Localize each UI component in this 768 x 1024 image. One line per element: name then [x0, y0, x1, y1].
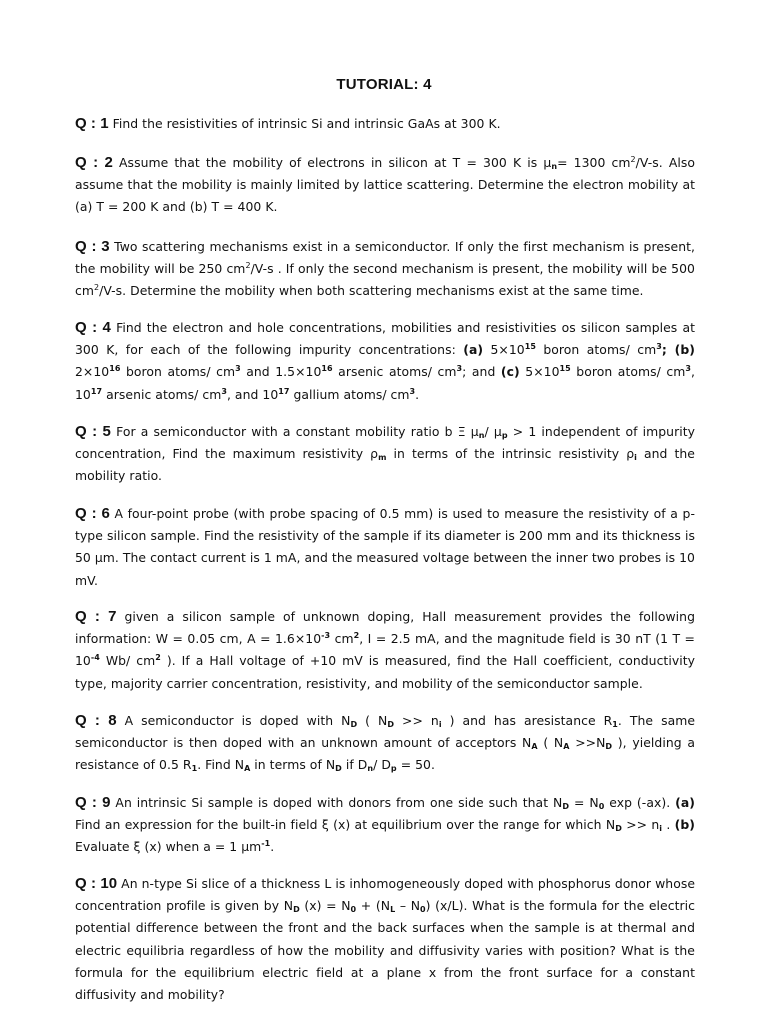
question-2: Q : 2 Assume that the mobility of electrons in silicon at T = 300 K is $\mu_n= 1300$ $cm^2/V-s$. Also assume that the mobility is mainly limited by lattice scattering. Determine the electron mobility at (a) T = 200 K and (b) T = 400 K. — [75, 154, 696, 215]
question-label: Q : 7 — [75, 608, 117, 625]
question-label: Q : 8 — [75, 712, 117, 729]
question-label: Q : 2 — [75, 154, 113, 171]
question-3: Q : 3 Two scattering mechanisms exist in a semiconductor. If only the first mechanism is present, the mobility will be 250 $cm^2/V-s$ . If only the second mechanism is present, the mobility will be 500 $cm^2/V-s$. Determine the mobility when both scattering mechanisms exist at the same time. — [75, 238, 695, 299]
question-label: Q : 3 — [75, 238, 110, 255]
question-7: Q : 7 given a silicon sample of unknown doping, Hall measurement provides the following information: W = 0.05 cm, $A = 1.6\times 10^{-3}$ $cm^2$, I = 2.5 mA, and the magnitude field is 30 nT (1 $T = 10^{-4}$ Wb/ $cm^2$ ). If a Hall voltage of +10 mV is measured, find the Hall coefficient, conductivity type, majority carrier concentration, resistivity, and mobility of the semiconductor sample. — [75, 608, 695, 691]
question-9: Q : 9 An intrinsic Si sample is doped with donors from one side such that $N_D = N_0$ exp (-ax). (a) Find an expression for the built-in field ξ (x) at equilibrium over the range for which $N_D >> n_i$ . (b) Evaluate ξ (x) when a = 1 $\mu m^{-1}$. — [75, 794, 696, 855]
question-10: Q : 10 An n-type Si slice of a thickness L is inhomogeneously doped with phosphorus donor whose concentration profile is given by $N_D$ $(x) = N_0 + (N_L - N_0)$ (x/L). What is the formula for the electric potential difference between the front and the back surfaces when the sample is at thermal and electric equilibria regardless of how the mobility and diffusivity varies with position? What is the formula for the equilibrium electric field at a plane x from the front surface for a constant diffusivity and mobility? — [75, 875, 696, 1003]
question-label: Q : 10 — [75, 875, 118, 892]
question-6 — [75, 503, 695, 592]
question-label: Q : 4 — [75, 319, 111, 336]
question-label: Q : 1 — [75, 115, 109, 132]
question-text: Find the resistivities of intrinsic Si and intrinsic GaAs at 300 K. — [112, 116, 501, 131]
question-label: Q : 5 — [75, 423, 111, 440]
question-text: A four-point probe (with probe spacing of 0.5 mm) is used to measure the resistivity of a p-type silicon sample. Find the resistivity of the sample if its diameter is 200 mm and its thickness is 50 μm. The contact current is 1 mA, and the measured voltage between the inner two probes is 10 mV. — [75, 506, 695, 588]
page-title: TUTORIAL: 4 — [336, 76, 432, 93]
question-label: Q : 6 — [75, 505, 110, 522]
question-1 — [75, 113, 695, 135]
question-8: Q : 8 A semiconductor is doped with $N_D$ ( $N_D >> n_i$ ) and has aresistance $R_1$. The same semiconductor is then doped with an unknown amount of acceptors $N_A$ ( $N_A >>N_D$ ), yielding a resistance of 0.5 $R_1$. Find $N_A$ in terms of $N_D$ if $D_n/$ $D_p = 50$. — [75, 712, 696, 774]
question-5: Q : 5 For a semiconductor with a constant mobility ratio b Ξ $\mu_n/$ $\mu_p > 1$ independent of impurity concentration, Find the maximum resistivity $\rho_m$ in terms of the intrinsic resistivity $\rho_i$ and the mobility ratio. — [75, 423, 696, 484]
question-4: Q : 4 Find the electron and hole concentrations, mobilities and resistivities os silicon samples at 300 K, for each of the following impurity concentrations: (a) $5\times 10^{15}$ boron atoms/ $cm^3$; (b) $2\times 10^{16}$ boron atoms/ $cm^3$ and $1.5\times 10^{16}$ arsenic atoms/ $cm^3$; and (c) $5\times 10^{15}$ boron atoms/ $cm^3$, $10^{17}$ arsenic atoms/ $cm^3$, and $10^{17}$ gallium atoms/ $cm^3$. — [75, 319, 696, 402]
question-label: Q : 9 — [75, 794, 111, 811]
